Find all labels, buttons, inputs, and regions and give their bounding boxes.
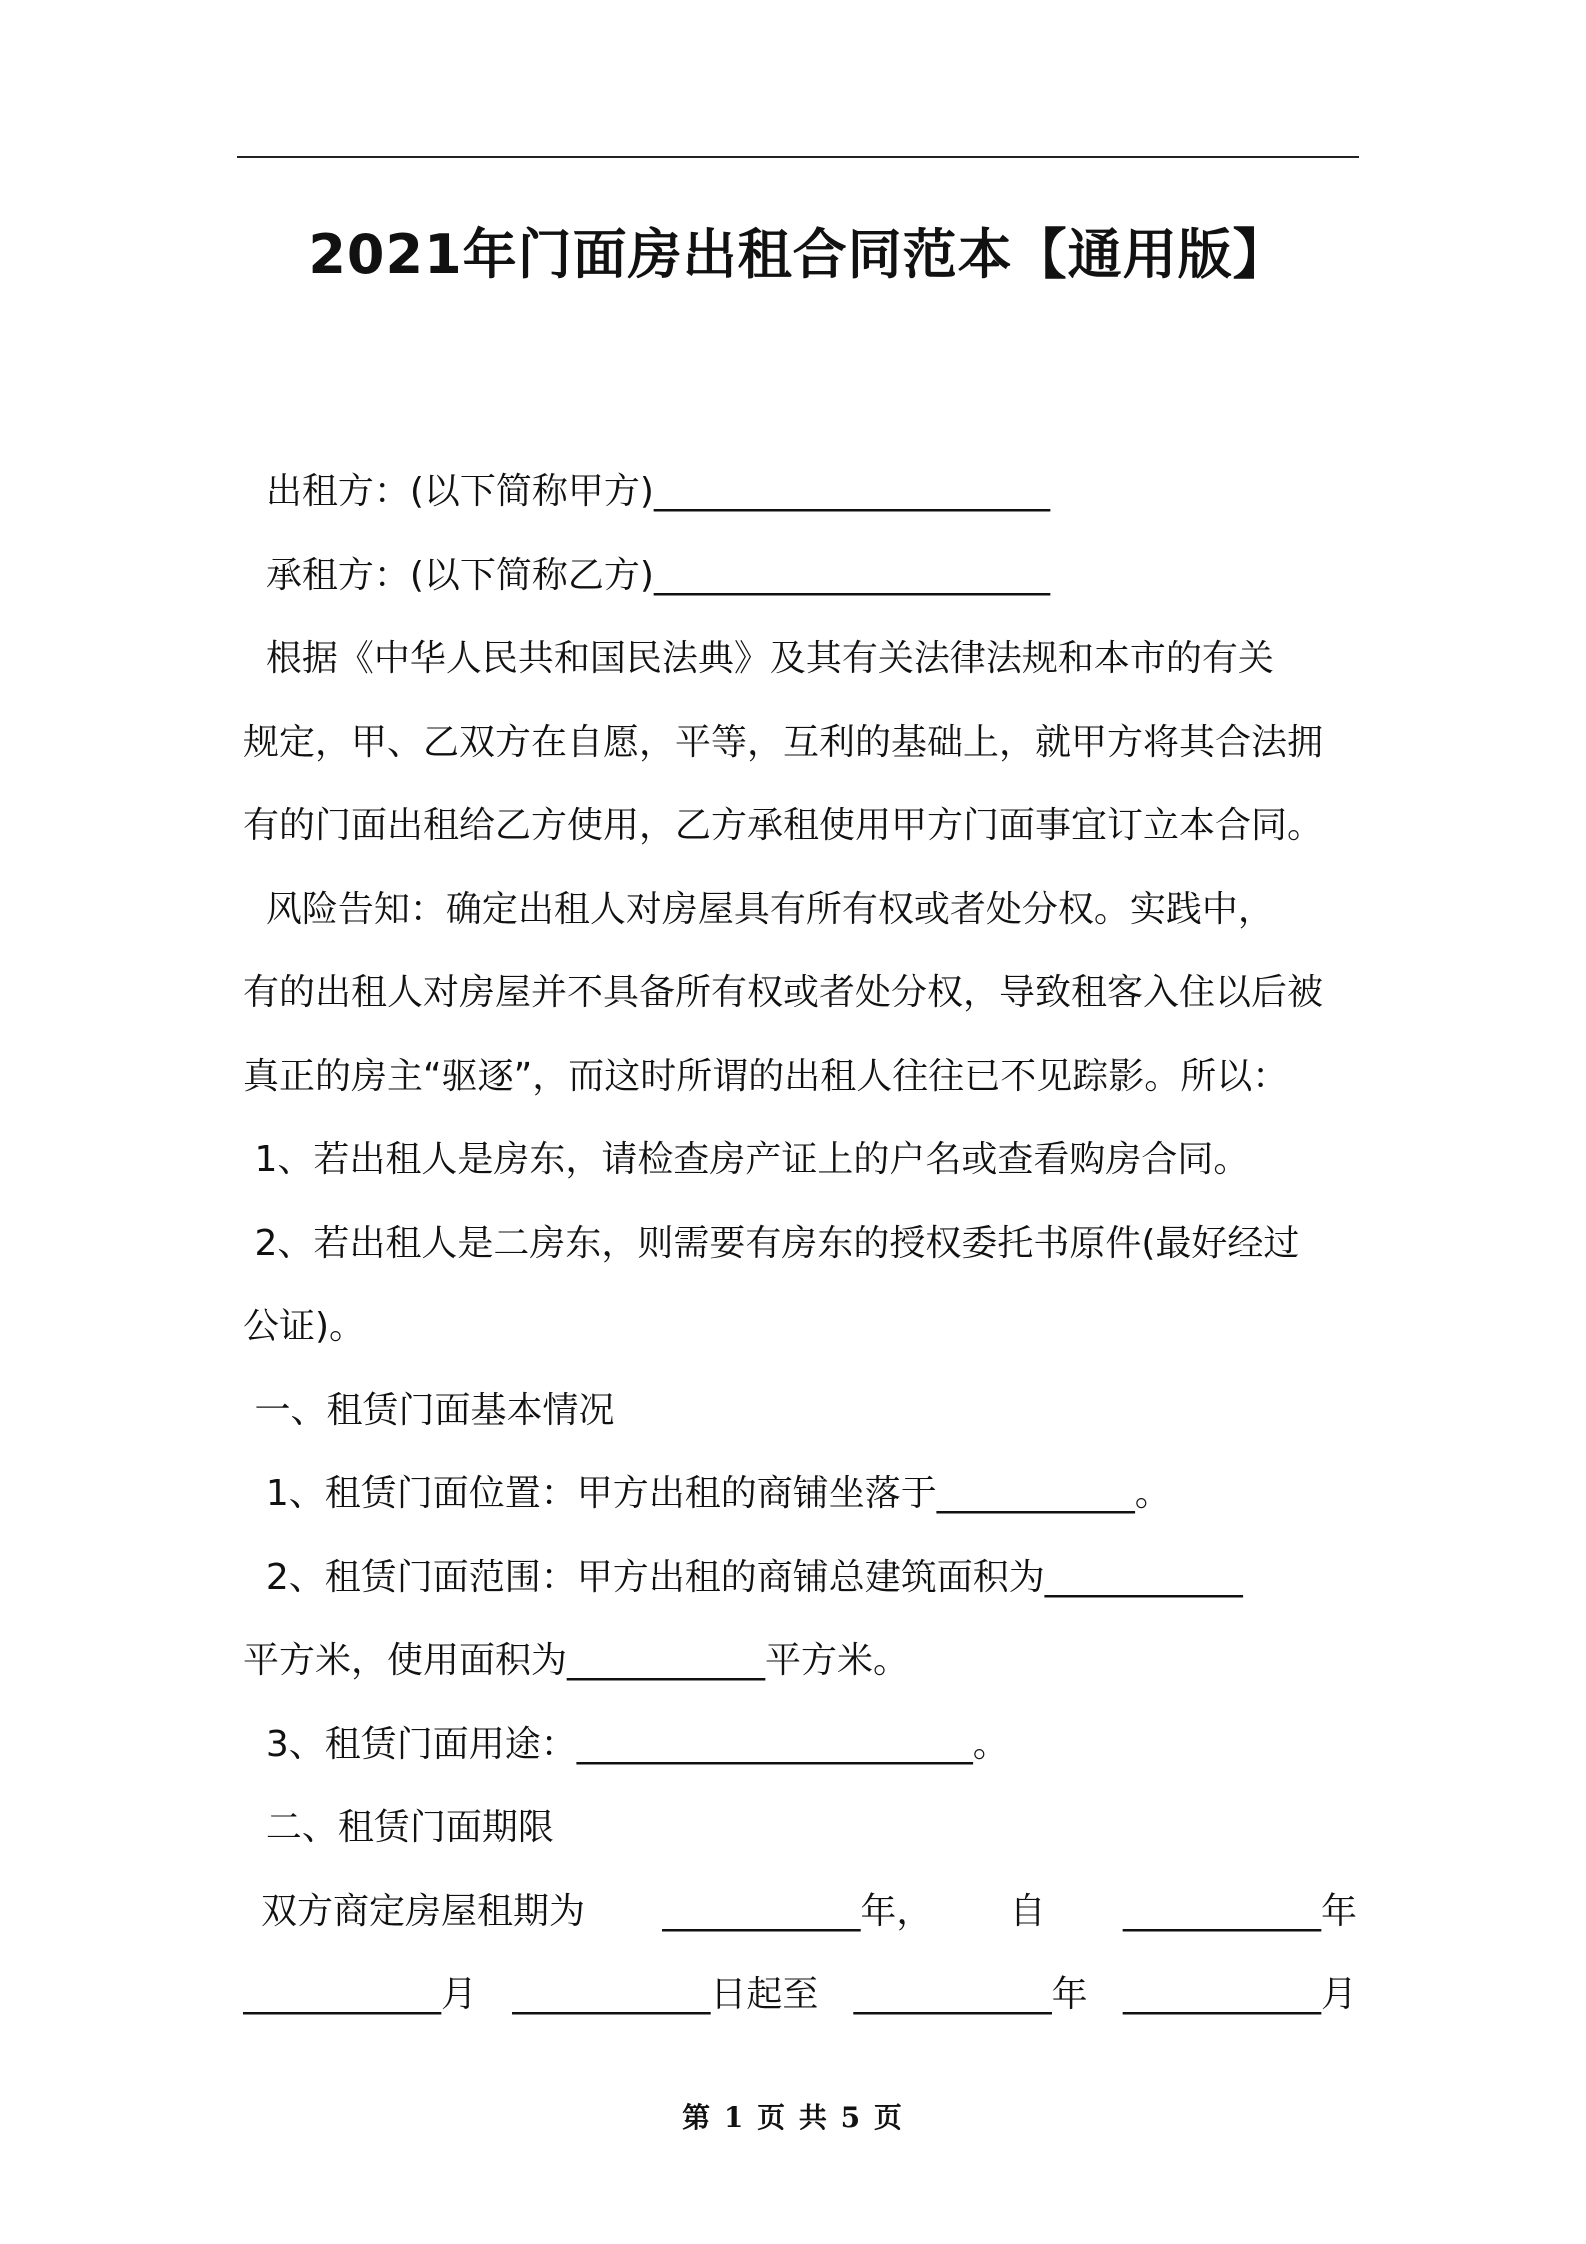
term-text: ___________年， bbox=[662, 1890, 933, 1932]
body-line: 公证)。 bbox=[243, 1306, 366, 1347]
body-line: 出租方：(以下简称甲方)______________________ bbox=[243, 471, 1050, 512]
body-line: 1、租赁门面位置：甲方出租的商铺坐落于___________。 bbox=[243, 1473, 1171, 1514]
body-line: 2、若出租人是二房东，则需要有房东的授权委托书原件(最好经过 bbox=[243, 1222, 1300, 1264]
term-line-1 bbox=[243, 1870, 1357, 1954]
page-number-footer: 第 1 页 共 5 页 bbox=[682, 2101, 904, 2134]
body-line: 有的出租人对房屋并不具备所有权或者处分权，导致租客入住以后被 bbox=[243, 972, 1324, 1013]
body-line: 风险告知：确定出租人对房屋具有所有权或者处分权。实践中， bbox=[243, 888, 1274, 930]
body-line: 2、租赁门面范围：甲方出租的商铺总建筑面积为___________ bbox=[243, 1556, 1243, 1598]
body-line: 1、若出租人是房东，请检查房产证上的户名或查看购房合同。 bbox=[243, 1139, 1250, 1180]
term-text: 双方商定房屋租期为 bbox=[261, 1890, 586, 1932]
body-line: 真正的房主“驱逐”，而这时所谓的出租人往往已不见踪影。所以： bbox=[243, 1055, 1289, 1097]
term-text: ___________年 bbox=[1122, 1890, 1357, 1932]
header-rule bbox=[237, 156, 1359, 158]
body-line: 承租方：(以下简称乙方)______________________ bbox=[243, 554, 1050, 596]
section-heading: 二、租赁门面期限 bbox=[243, 1807, 554, 1848]
body-line: 根据《中华人民共和国民法典》及其有关法律法规和本市的有关 bbox=[243, 638, 1274, 679]
body-line: 平方米，使用面积为___________平方米。 bbox=[243, 1640, 910, 1681]
term-text: ___________月 bbox=[243, 1974, 478, 2015]
term-text: ___________月 bbox=[1122, 1974, 1357, 2015]
body-line: 3、租赁门面用途：______________________。 bbox=[243, 1723, 1009, 1765]
term-line-2 bbox=[243, 1953, 1357, 2037]
section-heading: 一、租赁门面基本情况 bbox=[243, 1389, 615, 1431]
body-line: 规定，甲、乙双方在自愿，平等，互利的基础上，就甲方将其合法拥 bbox=[243, 721, 1324, 763]
document-body bbox=[243, 450, 1357, 2037]
body-line: 有的门面出租给乙方使用，乙方承租使用甲方门面事宜订立本合同。 bbox=[243, 805, 1324, 846]
term-text: 自 bbox=[1009, 1890, 1046, 1932]
term-text: ___________日起至 bbox=[512, 1974, 819, 2015]
term-text: ___________年 bbox=[853, 1974, 1088, 2015]
document-title: 2021年门面房出租合同范本【通用版】 bbox=[308, 223, 1288, 286]
